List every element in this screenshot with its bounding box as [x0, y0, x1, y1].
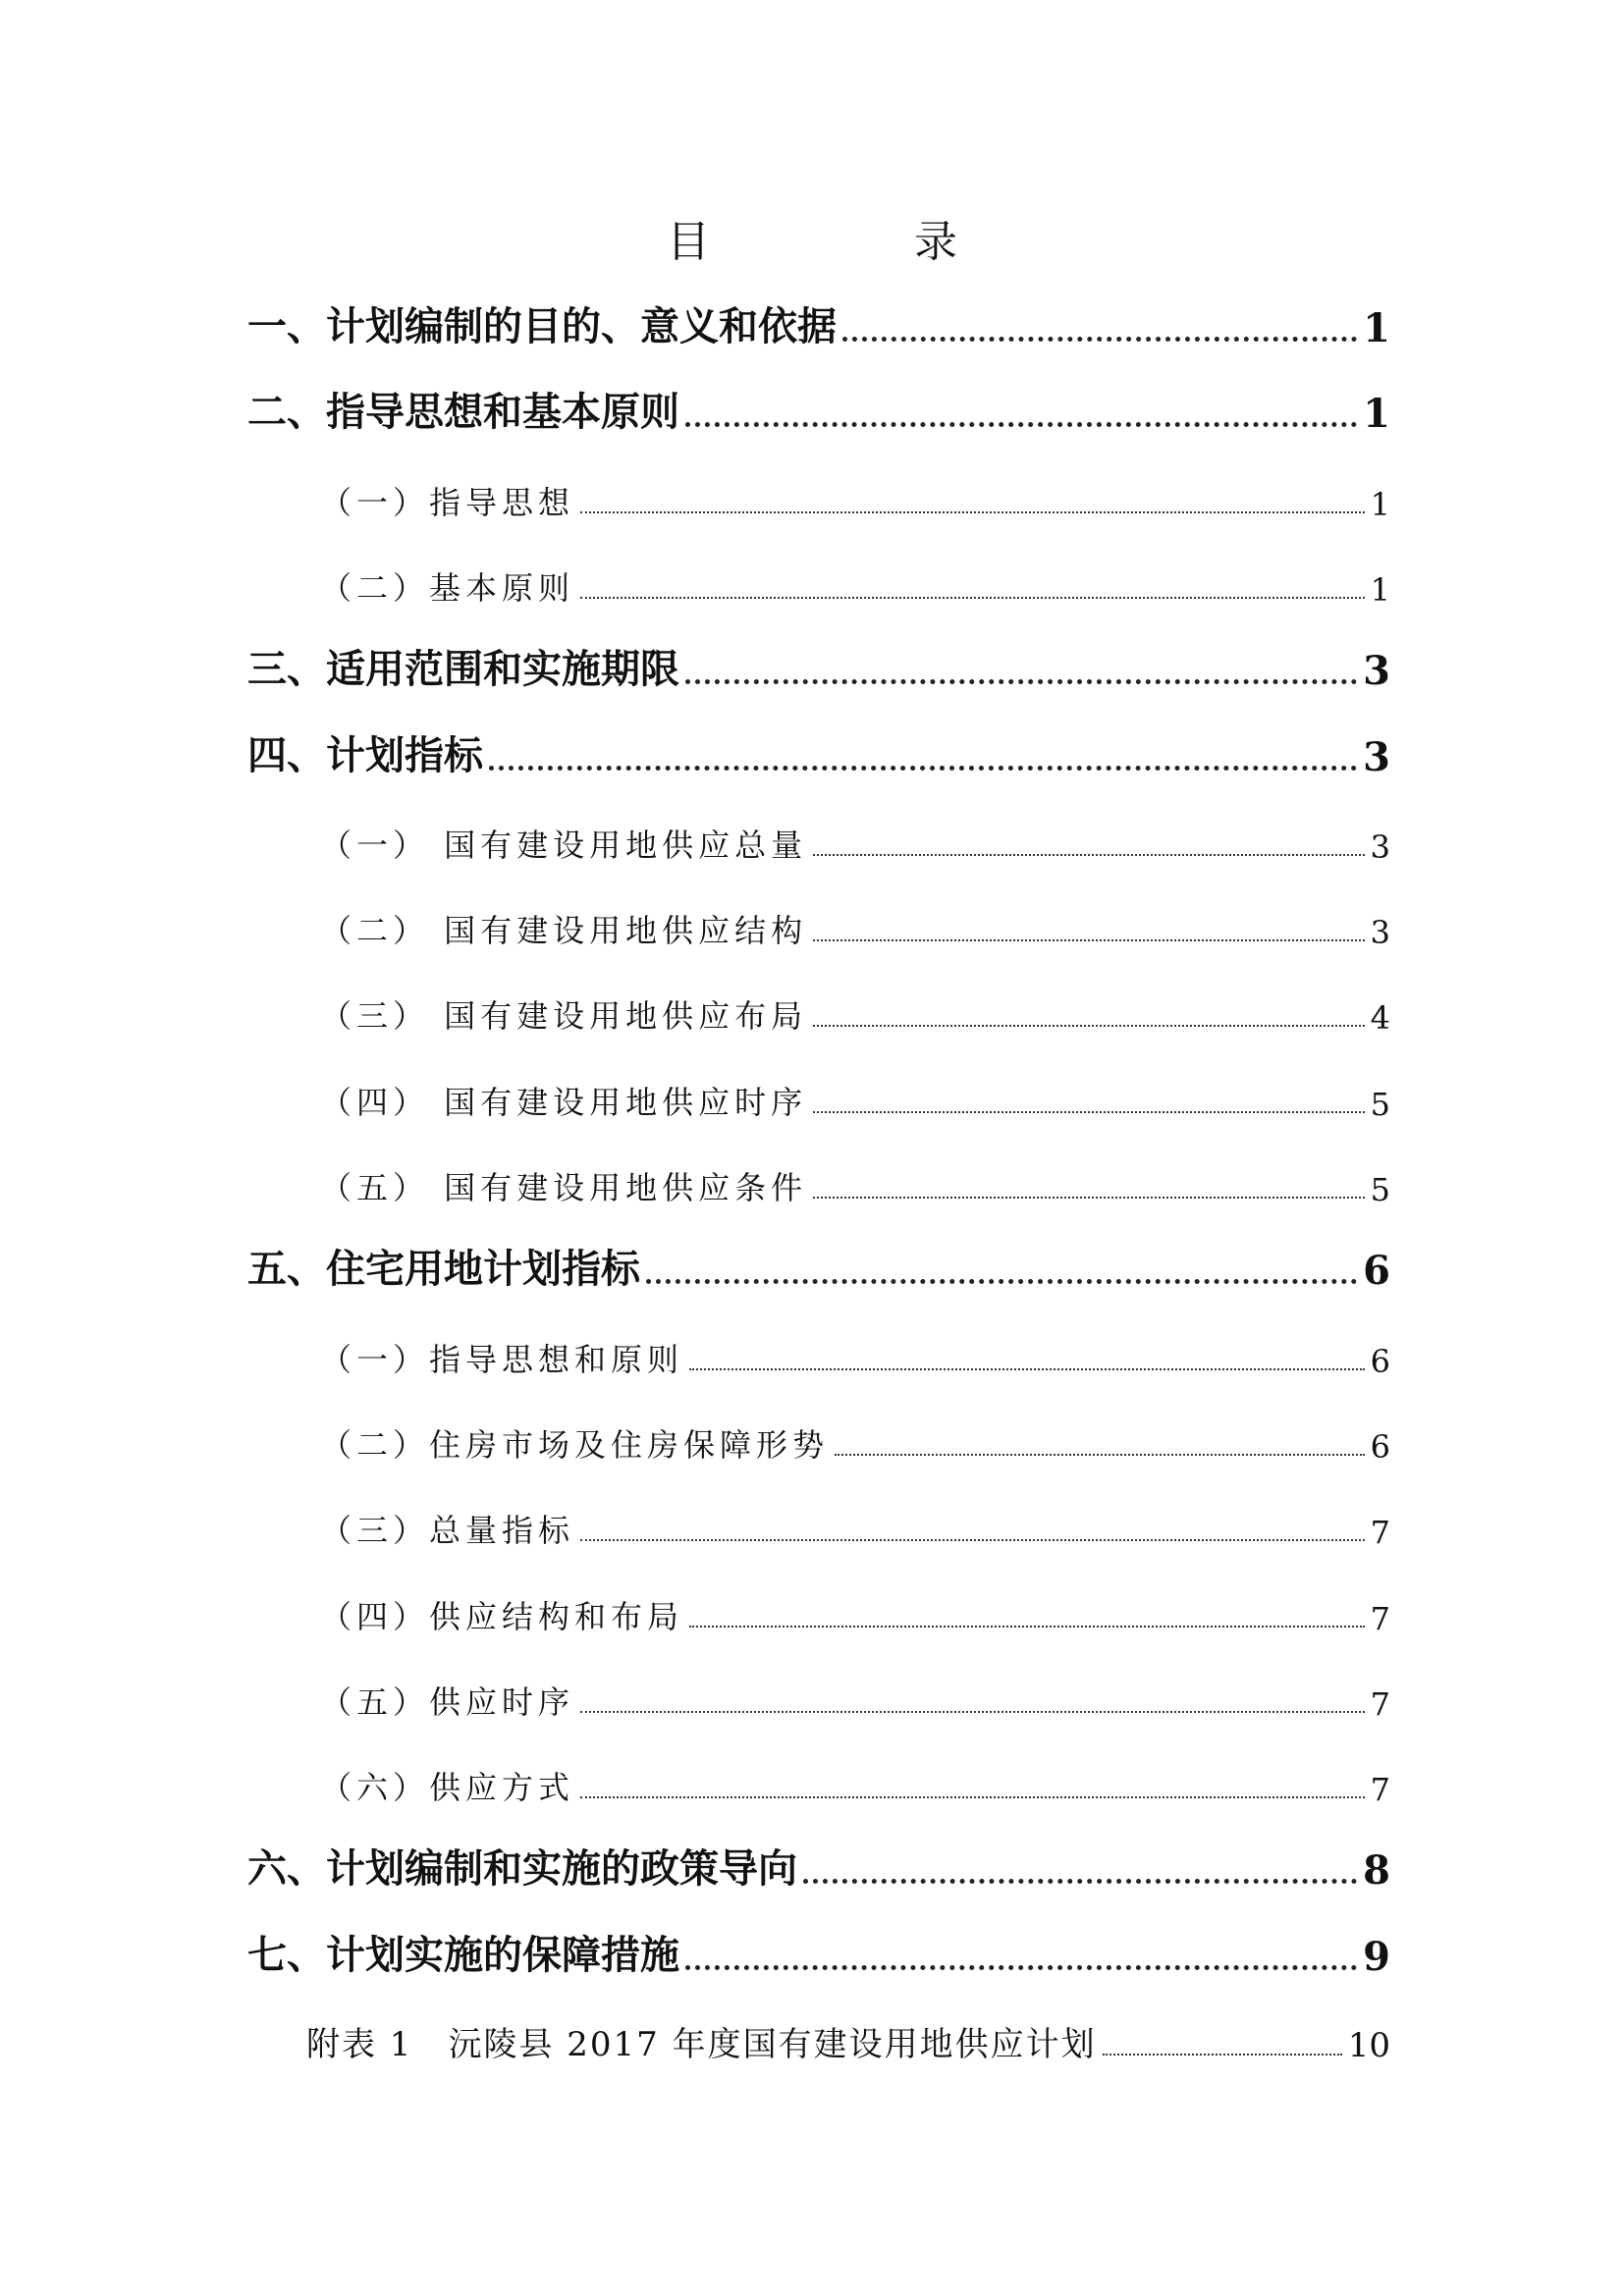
- toc-entry-page-number: 10: [1347, 2026, 1390, 2065]
- toc-entry-level-2[interactable]: [320, 1325, 1390, 1380]
- toc-entry-level-2[interactable]: [320, 468, 1390, 523]
- dot-leader: [580, 597, 1365, 599]
- toc-entry-level-2[interactable]: [320, 554, 1390, 609]
- toc-entry-label: （六）供应方式: [320, 1769, 575, 1806]
- toc-entry-page-number: 3: [1370, 914, 1390, 951]
- toc-entry-page-number: 1: [1363, 391, 1390, 437]
- toc-title: 目 录: [667, 217, 1038, 267]
- toc-entry-label: （二） 国有建设用地供应结构: [320, 912, 808, 949]
- dot-leader: [813, 1025, 1364, 1027]
- toc-entry-label: （五）供应时序: [320, 1683, 575, 1721]
- toc-entry-page-number: 5: [1370, 1086, 1390, 1123]
- toc-entry-level-1[interactable]: [247, 1925, 1390, 1980]
- toc-entry-label: 七、计划实施的保障措施: [247, 1933, 679, 1978]
- toc-entry-page-number: 1: [1370, 571, 1390, 609]
- dot-leader: [685, 422, 1357, 427]
- toc-entry-label: （三） 国有建设用地供应布局: [320, 997, 808, 1035]
- toc-entry-level-2[interactable]: [320, 1582, 1390, 1637]
- dot-leader: [803, 1879, 1357, 1884]
- toc-entry-page-number: 5: [1370, 1171, 1390, 1208]
- toc-entry-level-2[interactable]: [320, 1068, 1390, 1123]
- toc-entry-page-number: 3: [1370, 828, 1390, 866]
- toc-entry-level-2[interactable]: [320, 1753, 1390, 1808]
- dot-leader: [689, 1626, 1365, 1628]
- toc-entry-label: （一）指导思想和原则: [320, 1341, 684, 1378]
- toc-entry-page-number: 6: [1363, 1248, 1390, 1294]
- toc-entry-level-2[interactable]: [320, 1153, 1390, 1208]
- toc-entry-label: （四） 国有建设用地供应时序: [320, 1084, 808, 1121]
- toc-entry-page-number: 4: [1370, 999, 1390, 1037]
- toc-entry-page-number: 7: [1370, 1514, 1390, 1551]
- toc-entry-label: （五） 国有建设用地供应条件: [320, 1169, 808, 1206]
- dot-leader: [685, 679, 1357, 684]
- toc-entry-label: 附表 1 沅陵县 2017 年度国有建设用地供应计划: [306, 2025, 1097, 2064]
- toc-entry-label: 五、住宅用地计划指标: [247, 1247, 640, 1292]
- dot-leader: [689, 1368, 1365, 1370]
- toc-entry-label: （一）指导思想: [320, 484, 575, 521]
- dot-leader: [1103, 2054, 1342, 2056]
- toc-entry-page-number: 7: [1370, 1600, 1390, 1637]
- toc-entry-level-2[interactable]: [320, 1496, 1390, 1551]
- toc-entry-level-1[interactable]: [247, 296, 1390, 351]
- toc-entry-label: 六、计划编制和实施的政策导向: [247, 1846, 797, 1892]
- toc-entry-level-1[interactable]: [247, 382, 1390, 437]
- dot-leader: [813, 1111, 1364, 1113]
- toc-entry-page-number: 7: [1370, 1771, 1390, 1808]
- dot-leader: [646, 1279, 1357, 1284]
- toc-entry-page-number: 3: [1363, 648, 1390, 694]
- toc-entry-page-number: 6: [1370, 1343, 1390, 1380]
- toc-entry-level-1[interactable]: [247, 639, 1390, 694]
- toc-entry-page-number: 7: [1370, 1685, 1390, 1723]
- dot-leader: [580, 1796, 1365, 1798]
- toc-entry-page-number: 9: [1363, 1934, 1390, 1980]
- toc-entry-label: （四）供应结构和布局: [320, 1598, 684, 1635]
- dot-leader: [813, 854, 1364, 856]
- toc-entry-label: 一、计划编制的目的、意义和依据: [247, 304, 837, 349]
- toc-entry-level-1[interactable]: [247, 1839, 1390, 1894]
- toc-entry-label: 三、适用范围和实施期限: [247, 647, 679, 692]
- dot-leader: [580, 1711, 1365, 1713]
- toc-entry-level-1[interactable]: [247, 725, 1390, 780]
- dot-leader: [489, 766, 1357, 771]
- dot-leader: [813, 1197, 1364, 1199]
- toc-entry-level-2[interactable]: [320, 982, 1390, 1037]
- toc-entry-page-number: 1: [1370, 486, 1390, 523]
- dot-leader: [835, 1454, 1365, 1456]
- toc-entry-level-1[interactable]: [247, 1239, 1390, 1294]
- toc-entry-label: （二）基本原则: [320, 569, 575, 607]
- toc-appendix-entry[interactable]: [306, 2010, 1390, 2065]
- dot-leader: [685, 1965, 1357, 1970]
- toc-entry-label: 二、指导思想和基本原则: [247, 390, 679, 435]
- toc-entry-page-number: 6: [1370, 1428, 1390, 1466]
- toc-entry-level-2[interactable]: [320, 1411, 1390, 1466]
- toc-entry-level-2[interactable]: [320, 896, 1390, 951]
- toc-entry-label: （三）总量指标: [320, 1512, 575, 1549]
- toc-entry-page-number: 8: [1363, 1847, 1390, 1894]
- toc-entry-label: （二）住房市场及住房保障形势: [320, 1426, 830, 1464]
- dot-leader: [580, 511, 1365, 513]
- dot-leader: [580, 1539, 1365, 1541]
- toc-entry-page-number: 1: [1363, 305, 1390, 351]
- toc-entry-level-2[interactable]: [320, 811, 1390, 866]
- dot-leader: [813, 939, 1364, 941]
- dot-leader: [842, 337, 1357, 342]
- toc-entry-level-2[interactable]: [320, 1668, 1390, 1723]
- toc-entry-label: （一） 国有建设用地供应总量: [320, 827, 808, 864]
- toc-entry-label: 四、计划指标: [247, 733, 483, 778]
- toc-entry-page-number: 3: [1363, 734, 1390, 780]
